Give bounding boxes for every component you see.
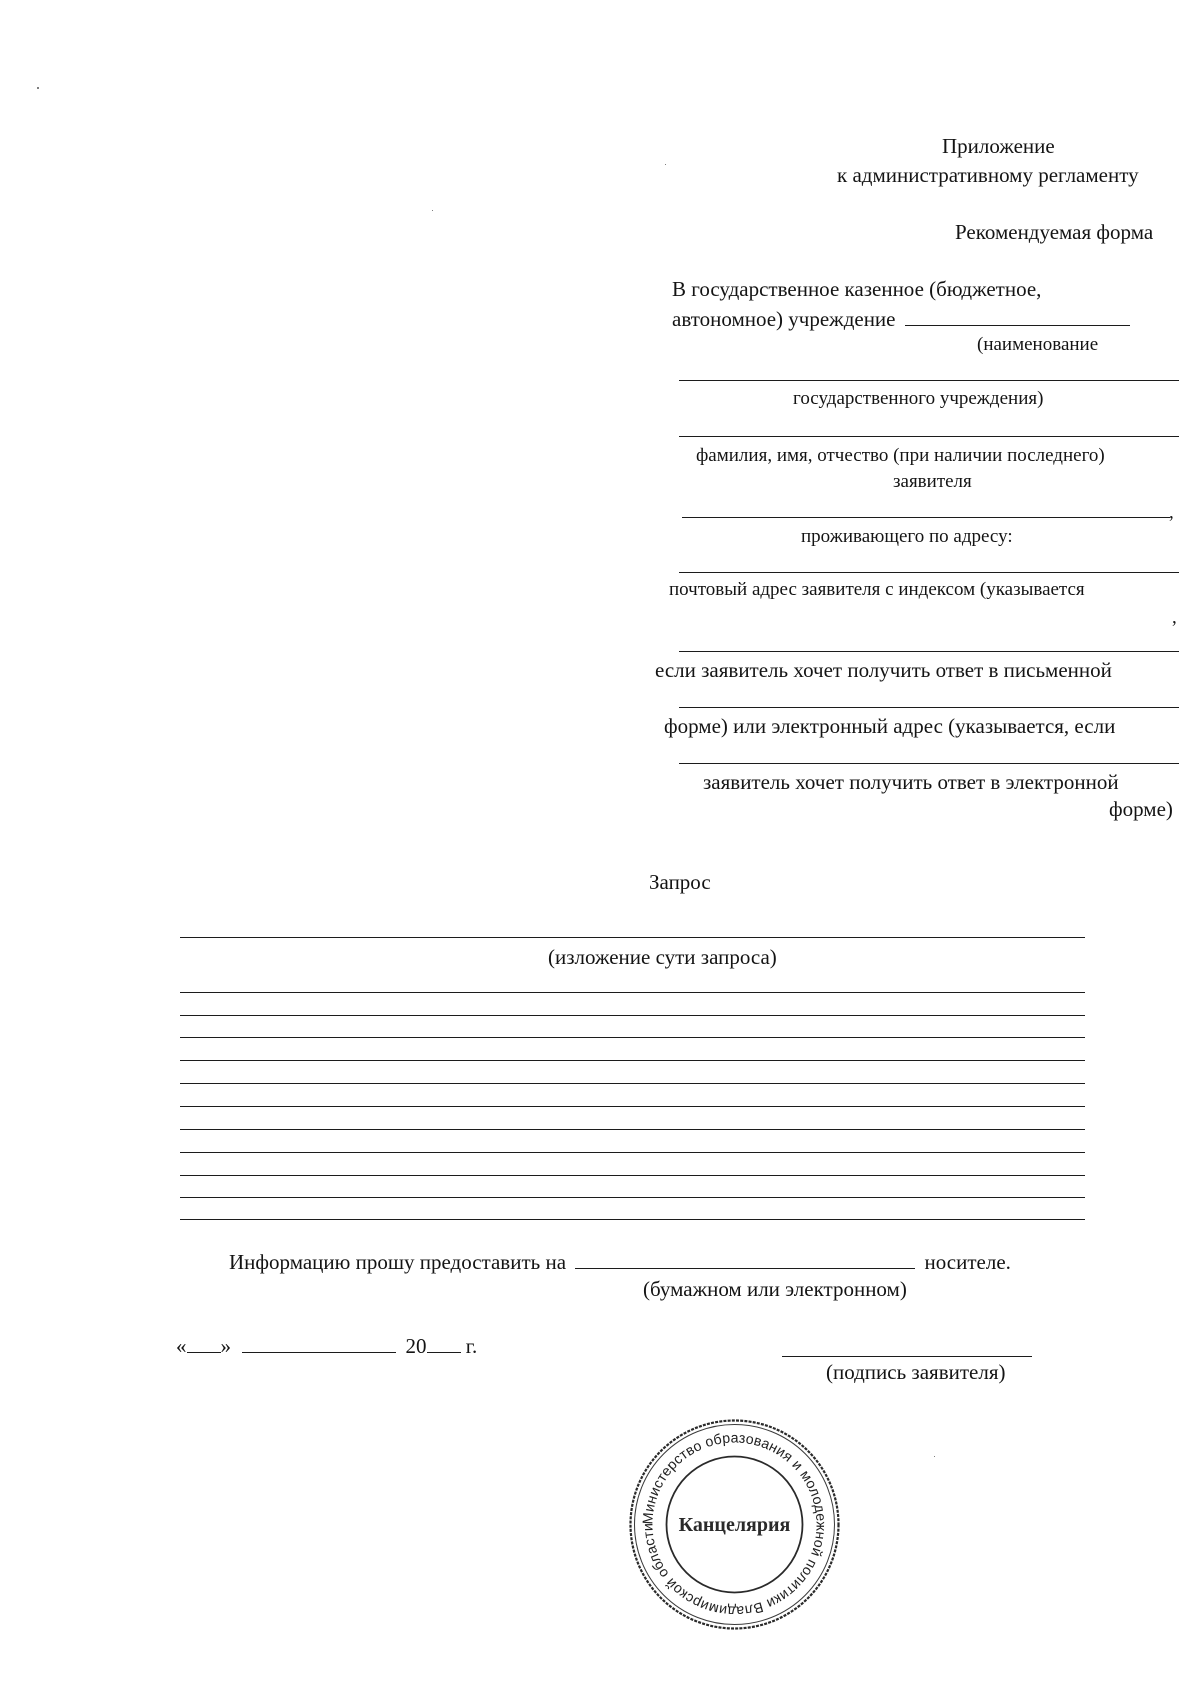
request-text-line bbox=[180, 1152, 1085, 1153]
caption-fio-2: заявителя bbox=[893, 471, 972, 492]
day-blank bbox=[187, 1334, 221, 1353]
scan-speck bbox=[934, 1456, 935, 1457]
signature-line bbox=[782, 1356, 1032, 1357]
scan-speck bbox=[665, 164, 666, 165]
stamp-center-text: Канцелярия bbox=[678, 1514, 791, 1536]
request-text-line bbox=[180, 1197, 1085, 1198]
request-text-line bbox=[180, 1083, 1085, 1084]
request-essence-caption: (изложение сути запроса) bbox=[548, 945, 777, 969]
institution-line bbox=[679, 380, 1179, 381]
request-text-line bbox=[180, 1060, 1085, 1061]
caption-name: (наименование bbox=[977, 334, 1099, 355]
written-form-line bbox=[679, 707, 1179, 708]
year-blank bbox=[427, 1334, 461, 1353]
addressee-line-2-text: автономное) учреждение bbox=[672, 307, 896, 331]
postal-address-line bbox=[679, 651, 1179, 652]
year-prefix: 20 bbox=[405, 1334, 427, 1358]
scan-speck bbox=[432, 210, 433, 211]
recommended-form-label: Рекомендуемая форма bbox=[955, 220, 1154, 244]
request-essence-line bbox=[180, 937, 1085, 938]
request-text-line bbox=[180, 1129, 1085, 1130]
institution-name-blank bbox=[905, 307, 1130, 326]
date-open-quote: « bbox=[176, 1334, 187, 1358]
caption-fio-1: фамилия, имя, отчество (при наличии последнего) bbox=[696, 445, 1105, 466]
medium-caption: (бумажном или электронном) bbox=[643, 1277, 907, 1301]
month-blank bbox=[242, 1334, 396, 1353]
medium-line bbox=[229, 1250, 1011, 1273]
caption-residing: проживающего по адресу: bbox=[801, 526, 1013, 547]
request-title: Запрос bbox=[649, 870, 711, 894]
applicant-extra-line bbox=[682, 517, 1170, 518]
comma-after-fio: , bbox=[1169, 502, 1174, 523]
addressee-line-1: В государственное казенное (бюджетное, bbox=[672, 277, 1042, 301]
applicant-fio-line bbox=[679, 436, 1179, 437]
request-text-line bbox=[180, 992, 1085, 993]
caption-electronic-2: форме) bbox=[1109, 797, 1173, 821]
date-close-quote: » bbox=[220, 1334, 231, 1358]
request-text-line bbox=[180, 1219, 1085, 1220]
request-text-line bbox=[180, 1037, 1085, 1038]
request-text-line bbox=[180, 1106, 1085, 1107]
residence-address-line bbox=[679, 572, 1179, 573]
medium-prefix: Информацию прошу предоставить на bbox=[229, 1250, 567, 1274]
stamp-ring-textpath: Министерство образования и молодежной политики Владимирской области bbox=[640, 1430, 829, 1619]
year-suffix: г. bbox=[465, 1334, 478, 1358]
comma-after-postal: , bbox=[1172, 607, 1177, 628]
request-text-line bbox=[180, 1015, 1085, 1016]
caption-institution: государственного учреждения) bbox=[793, 388, 1044, 409]
scan-speck bbox=[37, 87, 39, 89]
signature-caption: (подпись заявителя) bbox=[826, 1360, 1006, 1384]
caption-if-written: если заявитель хочет получить ответ в письменной bbox=[655, 658, 1112, 682]
medium-blank bbox=[575, 1250, 915, 1269]
date-line bbox=[176, 1334, 477, 1357]
caption-postal: почтовый адрес заявителя с индексом (указывается bbox=[669, 579, 1085, 600]
office-stamp bbox=[627, 1417, 842, 1632]
addressee-line-2 bbox=[672, 307, 1130, 330]
request-text-line bbox=[180, 1175, 1085, 1176]
medium-suffix: носителе. bbox=[924, 1250, 1011, 1274]
regulation-label: к административному регламенту bbox=[837, 163, 1139, 187]
appendix-label: Приложение bbox=[942, 134, 1055, 158]
email-line bbox=[679, 763, 1179, 764]
caption-form-email: форме) или электронный адрес (указывается, если bbox=[664, 714, 1116, 738]
stamp-graphic bbox=[627, 1417, 842, 1632]
caption-electronic-1: заявитель хочет получить ответ в электронной bbox=[703, 770, 1119, 794]
